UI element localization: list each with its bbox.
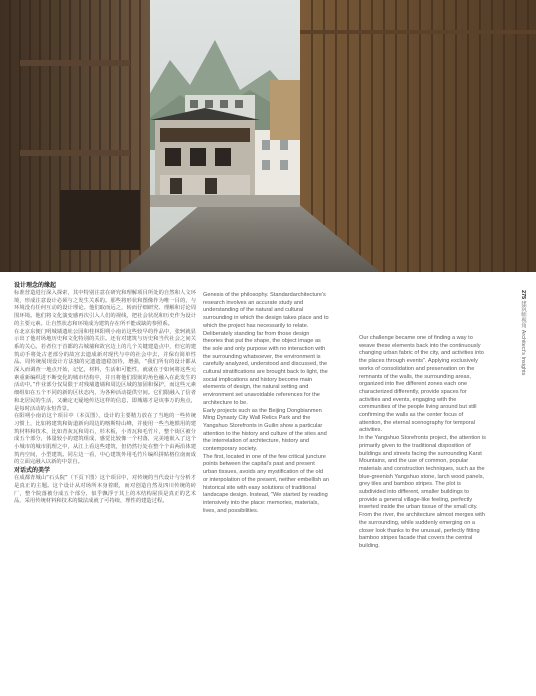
en-paragraph: Genesis of the philosophy. Standardarchitecture's research involves an accurate study and understanding of the natural and cultural surrounding in which the design takes place and to which the project has necessarily to relate. Deliberately standing far from those design theories that put the shape, the object image as the sole and only purpose with no interaction with the surrounding whatsoever, the environment is carefully analyzed, understood and discussed, the cultural stratifications are brought back to light, the social implications and history become main elements of design, the natural setting and environment set unavoidable references for the architecture to be.: [203, 292, 329, 406]
en-paragraph: The first, located in one of the few critical juncture points between the capital's past and present urban tissues, avoids any mystification of the old or interpolation of the present, neither embellish an historical site with easy solutions of traditional landscape design. Instead, "We started by reading intensively into the place: memories, materials, lives, and possibilities.: [203, 453, 329, 514]
en-paragraph: In the Yangshuo Storefronts project, the attention is primarily given to the traditional disposition of buildings and streets facing the surrounding Karst Mountains, and the use of common, popular materials and construction techniques, such as the blue-greenish Yangshuo stone, larch wood panels, grey tiles and bamboo stripes. The plot is subdivided into different, smaller buildings to provide a general village-like feeling, perfectly inserted inside the urban tissue of the small city. From the river, the architecture almost merges with the surrounding, while suddenly emerging on a closer look thanks to the unusual, perfectly fitting bamboo stripes facade that covers the central building.: [359, 435, 486, 549]
english-text-column-1: [203, 292, 329, 515]
english-text-column-2: [359, 335, 487, 551]
cn-paragraph: 在阳朔小南访这个项目中（本页图），设计的主要精力放在了当地的一些传统习惯上，比如将建筑和街道新向周边的喀斯特山峰，并使用一些当地惯用的建筑材料和技术，比如青灰瓦和周石，杉木板，小青瓦和毛竹片，整个街区被分成五个部分，体量较小的建筑组成，感觉比较像一个村落，完美地嵌入了这个小城市的城市肌理之中，从江上看这些建筑，但仍然行处在整个个由两沿体建筑内空间，小型建筑。同左边一看，中心建筑外用毛竹片编织拼贴格位南而成的立面完融入以新的中景自。: [14, 413, 196, 466]
cn-paragraph: 在北京东便门明城墙遗址公园和桂林阳朔小南访这些较早的作品中，张轲就显示出了他对场地历史和文化特别的关注。还有对建筑与历史和当代社会之间关系的关心。若者位于首都的古城墙和故宫边上的几个关键建造点中，但它的建筑动手将处古老部分的故宫去遗成新对现代与中的社会中去，并保有简单性品。周传统展现设计方法独的完遗遗遗稳加待，增强，“我们所有的设计都从深入而调查一地点开始，记忆，材料，生活和可能性，就就在于如何将这些元素重新编织进不断变化的城市结构中，并且将他们很嵌的角色融入在此发生的活动中。”作业部分仅局限于对残墙遗墙和周边区域的加固和保护，而这些元素细组如在五个不同的新的区状态内，为各种活动提供空间。它们限融入了信者和北居民的生活，又确定无疑地传达这样的信息，即城墙才是该事万的焦点，是每时活动的永恒背景。: [14, 328, 196, 412]
heading-dialogue-aesthetics: 对话式的美学: [14, 468, 51, 475]
section-label-en: Architect's Insights: [520, 329, 526, 376]
chinese-text-column: [14, 282, 196, 506]
running-header: [517, 290, 529, 550]
en-paragraph: Our challenge became one of finding a way to weave these elements back into the continuously changing urban fabric of the city, and activities into the places through events". Applying exclusively works of consolidation and preservation on the remnants of the walls, the surrounding areas, organized into five different zones each one characterized differently, provide spaces for activities and events, engaging with the communities of the people living around but still confirming the walls as the center focus of attention, the eternal scenography for temporal activities.: [359, 335, 484, 434]
page-number: 275: [520, 290, 526, 300]
heading-design-origin: 设计理念的缘起: [14, 283, 57, 289]
cn-paragraph: 标准营造进行深入探索，其中特别注意在研究和理解项目所处的自然和人文环境，形成注意设计必须与之发生关系的。那些将形状和图像作为唯一目的，与环境没有任何互动的设计理论。他们取而远之，转而仔细研究、理解和讨论周围环境。他们将文化演变感再次引入人们的视线，把社会状况和历史作为设计的主要元素。让自然状态和环境成为建筑存在所不能或缺的参照系。: [14, 290, 196, 327]
architecture-photo: [0, 0, 536, 272]
photo-illustration: [0, 0, 536, 272]
cn-paragraph: 在成都青城山“石头院”（下页下图）这个项目中，对传统的当代设计与分析才是真正的主题。这个设计从对场所本身着眼，而对创造自然及四川传统的砖厂，整个院落被分成五个部分，似乎飘浮于其上的木结构屋顶是真正的艺术品，采用传统材料和技术的做法成就了可持续，理性的建造过程。: [14, 475, 196, 505]
section-label-cn: 建筑师视角: [520, 300, 526, 329]
en-paragraph: Early projects such as the Beijing Dongbianmen Ming Dynasty City Wall Relics Park and the Yangshuo Storefronts in Guilin show a particular attention to the history and culture of the sites and the interrelation of architecture, history and contemporary society.: [203, 407, 327, 453]
